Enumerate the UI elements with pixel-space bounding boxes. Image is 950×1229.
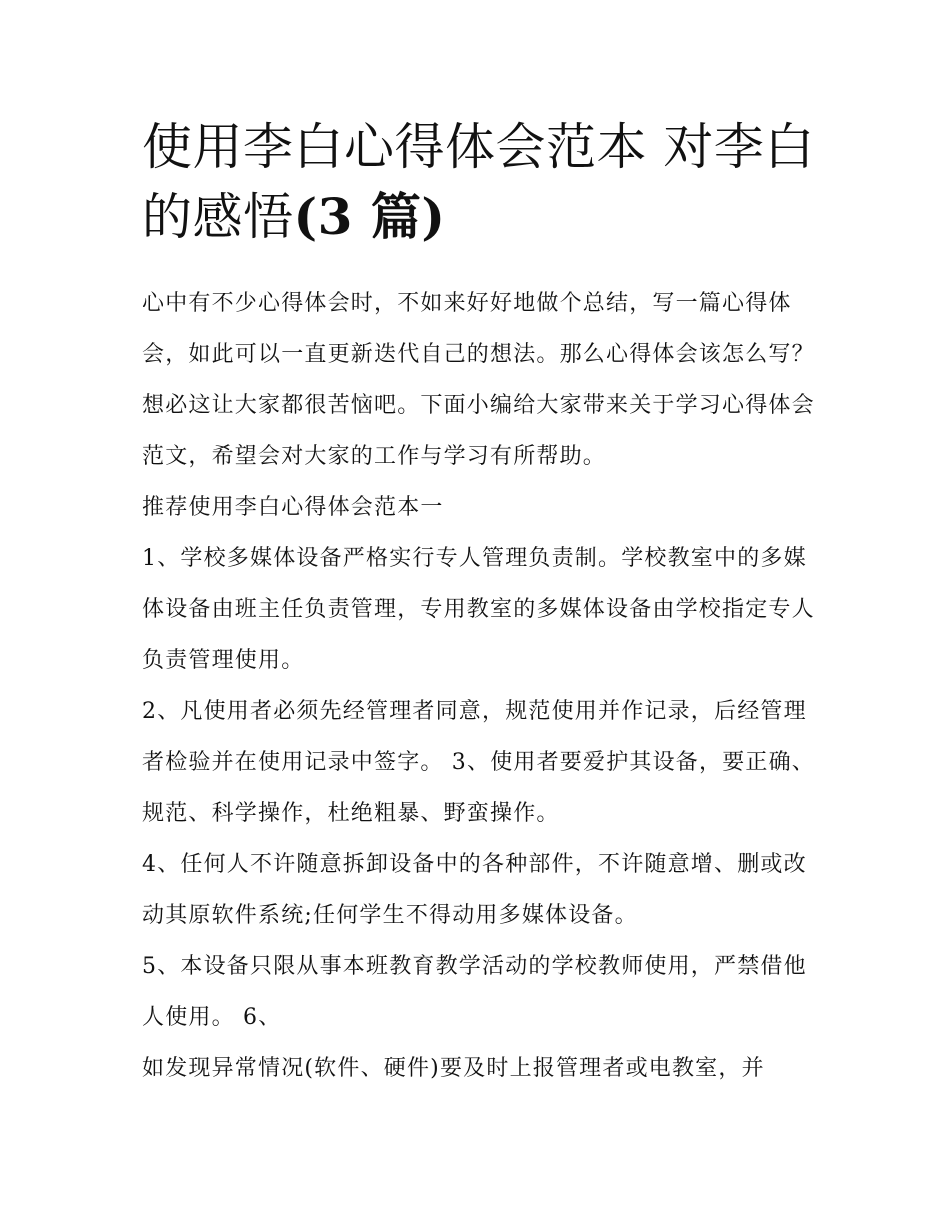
intro-paragraph: 心中有不少心得体会时，不如来好好地做个总结，写一篇心得体会，如此可以一直更新迭代自己的想法。那么心得体会该怎么写？想必这让大家都很苦恼吧。下面小编给大家带来关于学习心得体会范文，希望会对大家的工作与学习有所帮助。 [142, 291, 815, 469]
rule-paragraph: 如发现异常情况(软件、硬件)要及时上报管理者或电教室，并 [142, 1056, 765, 1081]
rule-paragraph: 2、凡使用者必须先经管理者同意，规范使用并作记录，后经管理者检验并在使用记录中签字。 3、使用者要爱护其设备，要正确、规范、科学操作，杜绝粗暴、野蛮操作。 [142, 699, 815, 826]
rule-paragraph: 1、学校多媒体设备严格实行专人管理负责制。学校教室中的多媒体设备由班主任负责管理，专用教室的多媒体设备由学校指定专人负责管理使用。 [142, 546, 815, 673]
title-count: (3 篇) [293, 187, 446, 246]
title-main: 使用李白心得体会范本 对李白的感悟 [142, 118, 815, 246]
document-body [142, 278, 822, 1094]
rule-paragraph: 4、任何人不许随意拆卸设备中的各种部件，不许随意增、删或改动其原软件系统;任何学生不得动用多媒体设备。 [142, 852, 807, 928]
section-heading: 推荐使用李白心得体会范本一 [142, 495, 444, 520]
rule-paragraph: 5、本设备只限从事本班教育教学活动的学校教师使用，严禁借他人使用。 6、 [142, 954, 807, 1030]
document-title [142, 112, 822, 252]
